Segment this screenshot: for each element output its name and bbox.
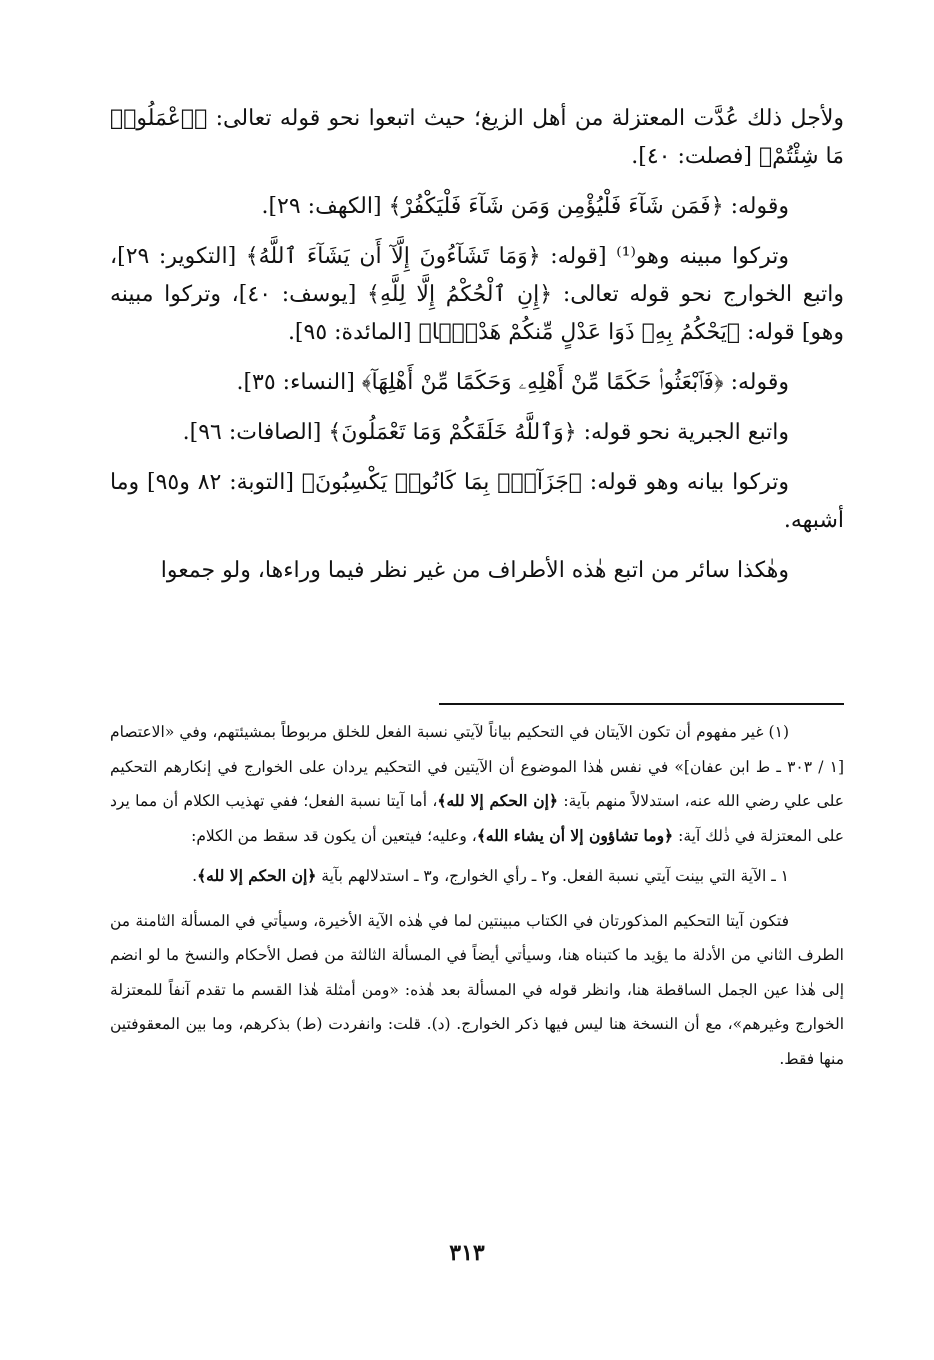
paragraph-jabriyya: واتبع الجبرية نحو قوله: ﴿وَٱللَّهُ خَلَقَكُمْ وَمَا تَعْمَلُونَ﴾ [الصافات: ٩٦]. [182, 420, 789, 445]
quote-hukm: ﴿إن الحكم إلا لله﴾ [437, 791, 559, 810]
paragraph-tawba: وتركوا بيانه وهو قوله: ﴿جَزَآءًۢ بِمَا كَانُوا۟ يَكْسِبُونَ﴾ [التوبة: ٨٢ و٩٥] وما أشبهه. [110, 470, 844, 533]
paragraph-nisa: وقوله: ﴿فَٱبْعَثُوا۟ حَكَمًا مِّنْ أَهْلِهِۦ وَحَكَمًا مِّنْ أَهْلِهَآ﴾ [النساء: ٣٥]. [236, 370, 789, 395]
page-number: ٣١٣ [449, 1240, 485, 1266]
paragraph-khawarij: وتركوا مبينه وهو⁽¹⁾ [قوله: ﴿وَمَا تَشَآءُونَ إِلَّآ أَن يَشَآءَ ٱللَّهُ﴾ [التكوير: ٢٩]، واتبع الخوارج نحو قوله تعالى: ﴿إِنِ ٱلْحُكْمُ إِلَّا لِلَّهِ﴾ [يوسف: ٤٠]، وتركوا مبينه وهو] قوله: ﴿يَحْكُمُ بِهِۦ ذَوَا عَدْلٍ مِّنكُمْ هَدْيًۢا﴾ [المائدة: ٩٥]. [110, 244, 844, 345]
footnote-1-part3: ، وعليه؛ فيتعين أن يكون قد سقط من الكلام: [191, 826, 477, 845]
footnote-list-end: . [192, 867, 198, 885]
footnotes [110, 715, 844, 1082]
quote-hukm-full: ﴿إن الحكم إلا لله﴾ [197, 866, 317, 885]
footnote-1-list [110, 859, 844, 894]
footnote-2: فتكون آيتا التحكيم المذكورتان في الكتاب مبينتين لما في هٰذه الآية الأخيرة، وسيأتي في المسألة الثامنة من الطرف الثاني من الأدلة ما يؤيد ما كتبناه هنا، وسيأتي أيضاً في المسألة الثالثة من فصل الأحكام والنسخ ما لو انضم إلى هٰذا عين الجمل الساقطة هنا، وانظر قوله في المسألة بعد هٰذه: «ومن أمثلة هٰذا القسم ما تقدم آنفاً للمعتزلة الخوارج وغيرهم»، مع أن النسخة هنا ليس فيها ذكر الخوارج. (د). قلت: وانفردت (ط) بذكرهم، وما بين المعقوفتين منها فقط. [110, 911, 844, 1068]
footnote-1-part2: ، أما آيتا نسبة الفعل؛ ففي تهذيب الكلام أن مما يرد على المعتزلة في ذٰلك آية: [110, 792, 844, 845]
quote-tashaun: ﴿وما تشاؤون إلا أن يشاء الله﴾ [476, 825, 674, 845]
main-text [110, 100, 844, 602]
paragraph-mutazila: ولأجل ذلك عُدَّت المعتزلة من أهل الزيغ؛ حيث اتبعوا نحو قوله تعالى: ﴿ٱعْمَلُوا۟ مَا شِئْتُمْ﴾ [فصلت: ٤٠]. [110, 106, 844, 169]
footnote-1 [110, 715, 844, 853]
footnote-divider [439, 703, 844, 705]
footnote-list-text: ١ ـ الآية التي بينت آيتي نسبة الفعل. و٢ ـ رأي الخوارج، و٣ ـ استدلالهم بآية [321, 867, 789, 885]
paragraph-hakadha: وهٰكذا سائر من اتبع هٰذه الأطراف من غير نظر فيما وراءها، ولو جمعوا [160, 558, 789, 583]
paragraph-kahf: وقوله: ﴿فَمَن شَآءَ فَلْيُؤْمِن وَمَن شَآءَ فَلْيَكْفُرْ﴾ [الكهف: ٢٩]. [261, 194, 789, 219]
footnote-1-part1: (١) غير مفهوم أن تكون الآيتان في التحكيم بياناً لآيتي نسبة الفعل للخلق مربوطاً بمشيئتهم، وفي «الاعتصام [١ / ٣٠٣ ـ ط ابن عفان]» في نفس هٰذا الموضوع أن الآيتين في التحكيم يردان على الخوارج في إنكارهم التحكيم على علي رضي الله عنه، استدلالاً منهم بآية: [110, 723, 844, 810]
